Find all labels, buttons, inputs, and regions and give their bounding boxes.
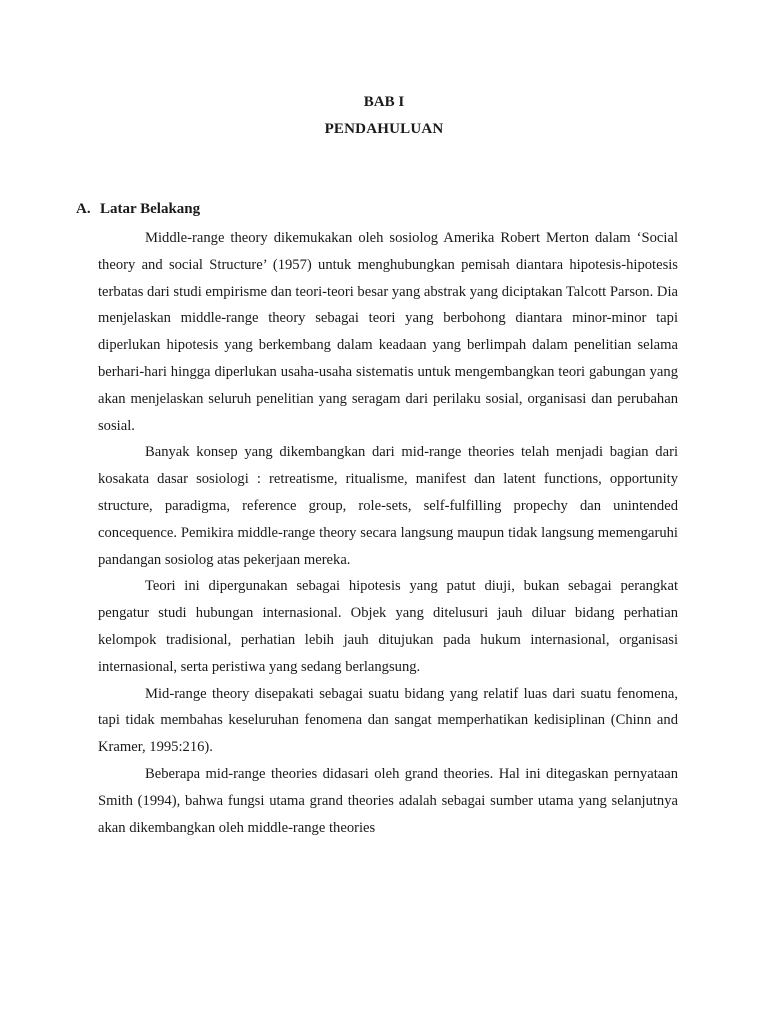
- paragraph: Teori ini dipergunakan sebagai hipotesis yang patut diuji, bukan sebagai perangkat pengatur studi hubungan internasional. Objek yang ditelusuri jauh diluar bidang perhatian kelompok tradisional, perhatian lebih jauh ditujukan pada hukum internasional, organisasi internasional, serta peristiwa yang sedang berlangsung.: [98, 578, 678, 675]
- body-text: [98, 225, 678, 841]
- chapter-title: PENDAHULUAN: [324, 121, 444, 137]
- paragraph: Middle-range theory dikemukakan oleh sosiolog Amerika Robert Merton dalam ‘Social theory and social Structure’ (1957) untuk menghubungkan pemisah diantara hipotesis-hipotesis terbatas dari studi empirisme dan teori-teori besar yang abstrak yang diciptakan Talcott Parson. Dia menjelaskan middle-range theory sebagai teori yang berbohong diantara minor-minor tapi diperlukan hipotesis yang berkembang dalam keadaan yang berlimpah dalam penelitian selama berhari-hari hingga diperlukan usaha-usaha sistematis untuk mengembangkan teori gabungan yang akan menjelaskan seluruh penelitian yang seragam dari perilaku sosial, organisasi dan perubahan sosial.: [98, 230, 678, 434]
- chapter-number: BAB I: [363, 94, 405, 110]
- section-title: Latar Belakang: [100, 201, 201, 217]
- paragraph: Mid-range theory disepakati sebagai suatu bidang yang relatif luas dari suatu fenomena, tapi tidak membahas keseluruhan fenomena dan sangat memperhatikan kedisiplinan (Chinn and Kramer, 1995:216).: [98, 685, 678, 756]
- section-marker: A.: [76, 201, 91, 217]
- paragraph: Banyak konsep yang dikembangkan dari mid-range theories telah menjadi bagian dari kosakata dasar sosiologi : retreatisme, ritualisme, manifest dan latent functions, opportunity structure, paradigma, reference group, role-sets, self-fulfilling propechy dan unintended concequence. Pemikira middle-range theory secara langsung maupun tidak langsung memengaruhi pandangan sosiolog atas pekerjaan mereka.: [98, 444, 678, 568]
- section-heading: [76, 199, 200, 219]
- paragraph: Beberapa mid-range theories didasari oleh grand theories. Hal ini ditegaskan pernyataan Smith (1994), bahwa fungsi utama grand theories adalah sebagai sumber utama yang selanjutnya akan dikembangkan oleh middle-range theories: [98, 765, 678, 836]
